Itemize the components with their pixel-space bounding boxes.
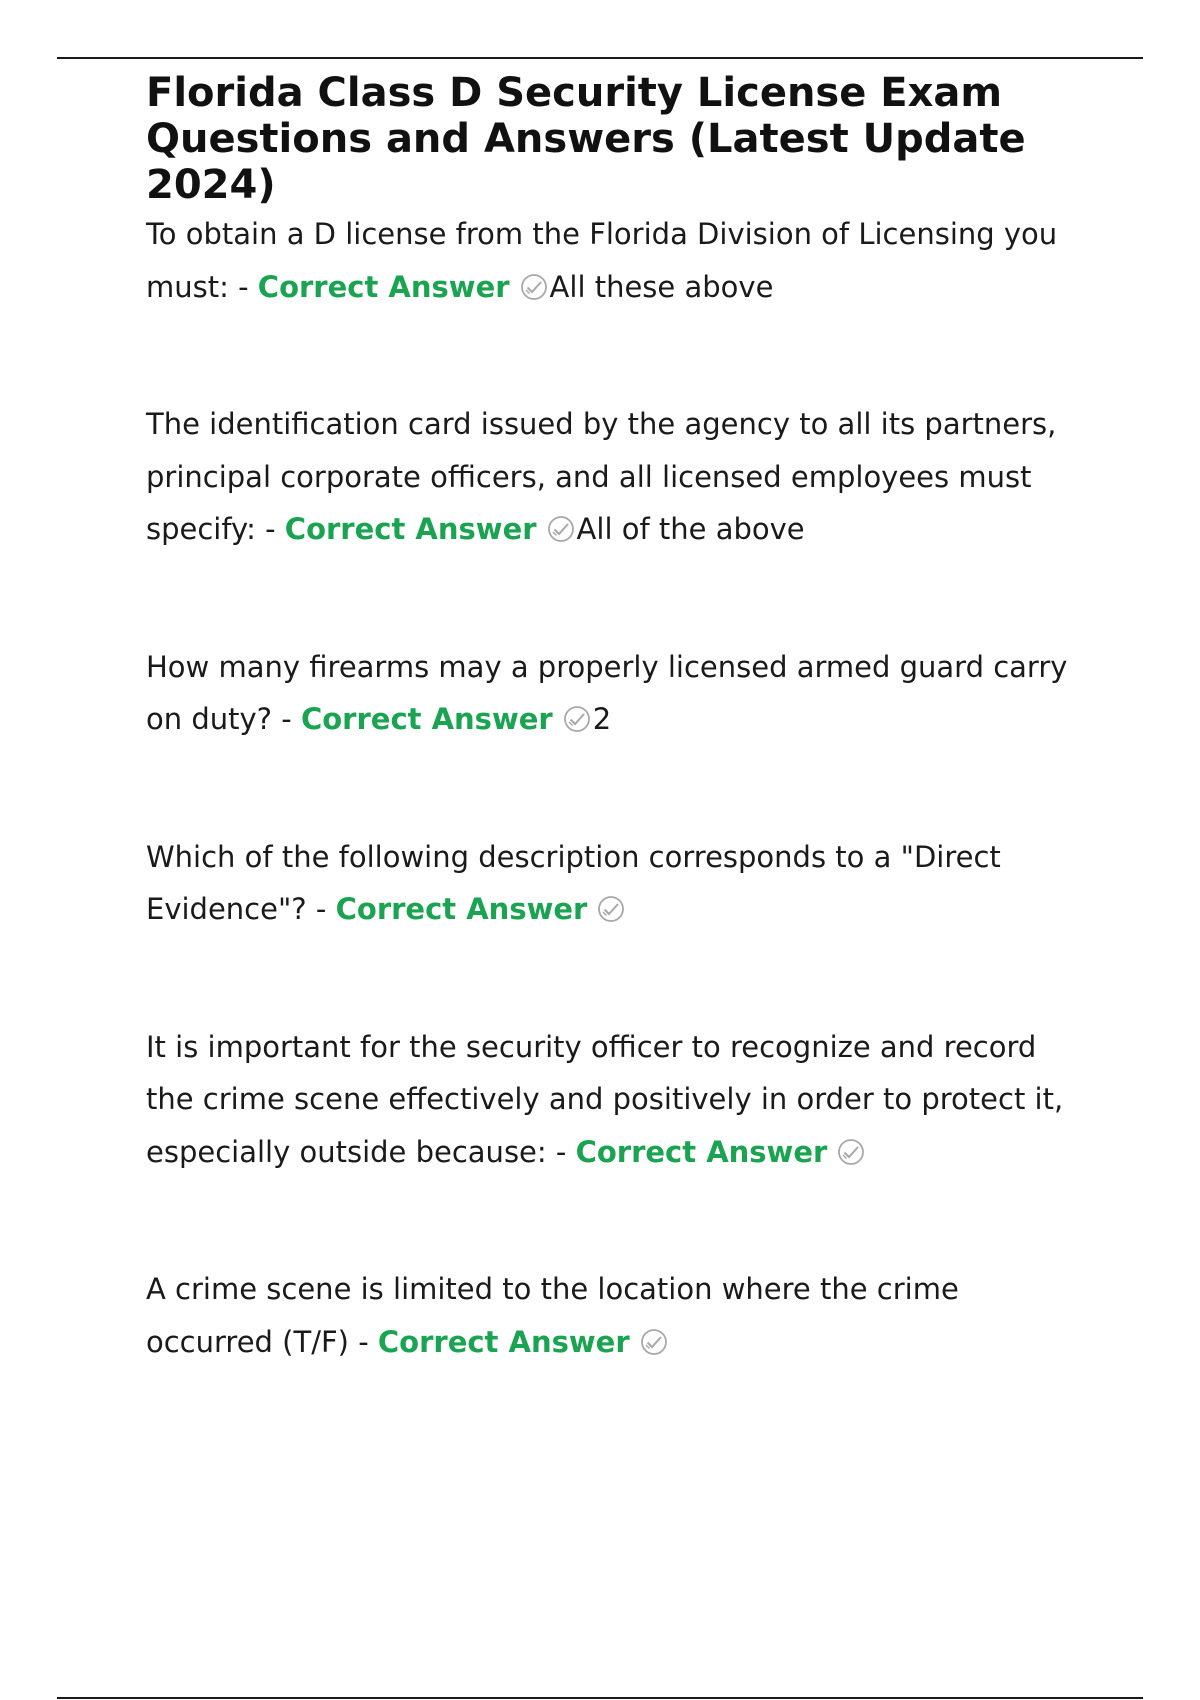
check-badge-icon [837,1138,865,1166]
qa-item-3 [146,641,1086,746]
check-badge-icon [563,705,591,733]
question-text: Which of the following description corresponds to a "Direct Evidence"? [146,839,1001,926]
correct-answer-label: Correct Answer [300,702,553,736]
answer-text: All these above [549,269,774,304]
answer-text: 2 [592,702,612,736]
check-badge-icon [640,1328,668,1356]
separator: - [255,512,285,546]
correct-answer-label: Correct Answer [284,512,537,546]
question-text: It is important for the security officer to recognize and record the crime scene effectively and positively in order to protect it, especially outside because: [146,1029,1064,1169]
question-text: How many firearms may a properly licensed armed guard carry on duty? [146,649,1068,736]
separator: - [546,1134,576,1169]
correct-answer-label: Correct Answer [335,892,588,926]
qa-item-5 [146,1021,1086,1179]
question-text: A crime scene is limited to the location where the crime occurred (T/F) [146,1272,959,1359]
check-badge-icon [547,515,575,543]
qa-item-6 [146,1263,1086,1368]
separator: - [348,1324,378,1359]
correct-answer-label: Correct Answer [575,1134,828,1169]
qa-item-2 [146,398,1086,556]
check-badge-icon [520,273,548,301]
correct-answer-label: Correct Answer [377,1324,630,1359]
qa-item-1 [146,208,1086,313]
question-text: The identification card issued by the agency to all its partners, principal corporate officers, and all licensed employees must specify: [146,407,1057,546]
document-body [146,70,1086,1368]
separator: - [228,269,258,304]
qa-item-4 [146,831,1086,936]
bottom-rule [57,1697,1143,1699]
top-rule [57,57,1143,59]
correct-answer-label: Correct Answer [257,269,510,304]
document-title: Florida Class D Security License Exam Questions and Answers (Latest Update 2024) [146,70,1026,208]
check-badge-icon [597,895,625,923]
separator: - [272,702,301,736]
question-text: To obtain a D license from the Florida Division of Licensing you must: [146,217,1058,304]
answer-text: All of the above [576,512,805,546]
separator: - [306,892,336,926]
